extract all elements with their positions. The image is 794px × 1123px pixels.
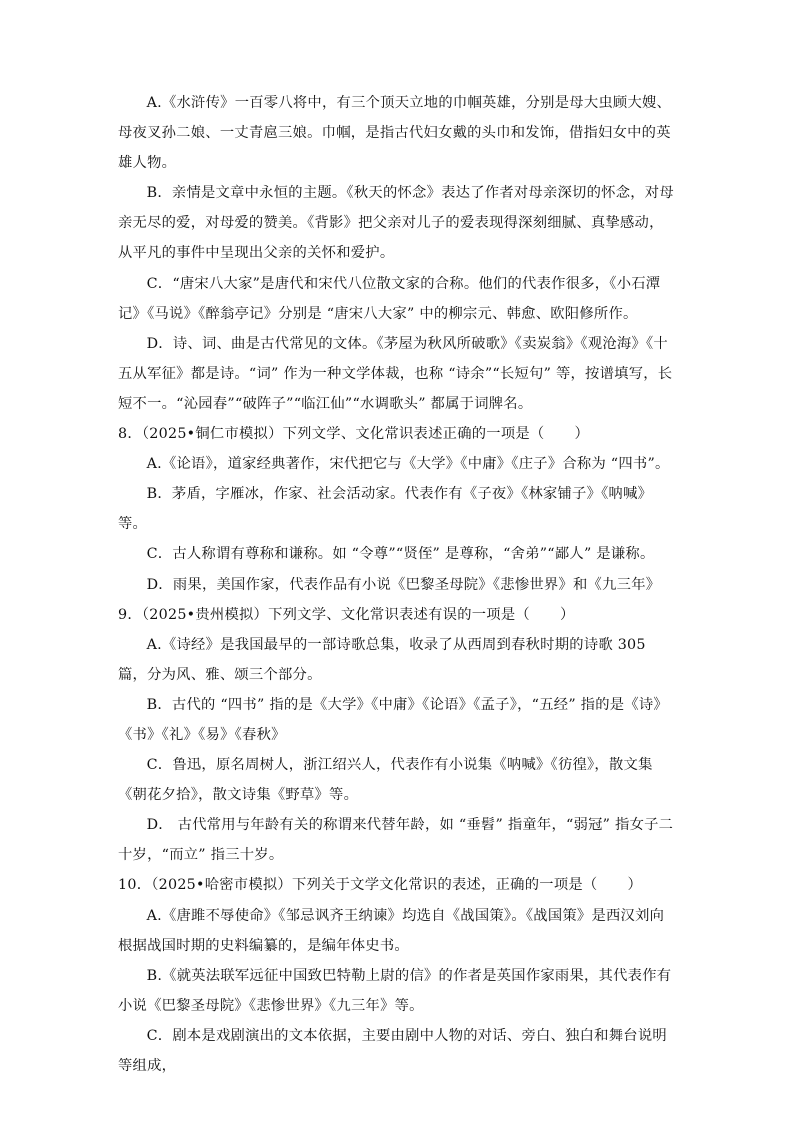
- option-8c: C．古人称谓有尊称和谦称。如 “令尊”“贤侄” 是尊称，“舍弟”“鄙人” 是谦称。: [146, 546, 655, 563]
- option-9c: C．鲁迅，原名周树人，浙江绍兴人，代表作有小说集《呐喊》《彷徨》，散文集《朝花夕拾》，散文诗集《野草》等。: [118, 757, 653, 804]
- option-8b: B．茅盾，字雁冰，作家、社会活动家。代表作有《子夜》《林家铺子》《呐喊》等。: [118, 486, 653, 533]
- option-10a: A.《唐雎不辱使命》《邹忌讽齐王纳谏》均选自《战国策》。《战国策》是西汉刘向根据战国时期的史料编纂的，是编年体史书。: [118, 907, 665, 954]
- option-7a: A.《水浒传》一百零八将中，有三个顶天立地的巾帼英雄，分别是母大虫顾大嫂、母夜叉孙二娘、一丈青扈三娘。巾帼，是指古代妇女戴的头巾和发饰，借指妇女中的英雄人物。: [118, 95, 672, 172]
- document-page: [118, 88, 678, 1081]
- option-7b: B．亲情是文章中永恒的主题。《秋天的怀念》表达了作者对母亲深切的怀念，对母亲无尽的爱，对母爱的赞美。《背影》把父亲对儿子的爱表现得深刻细腻、真挚感动，从平凡的事件中呈现出父亲的关怀和爱护。: [118, 185, 674, 262]
- question-8-text: 8．（2025•铜仁市模拟）下列文学、文化常识表述正确的一项是（: [118, 426, 545, 443]
- question-9-paren-close: ）: [559, 606, 575, 623]
- option-9a: A.《诗经》是我国最早的一部诗歌总集，收录了从西周到春秋时期的诗歌 305 篇，分为风、雅、颂三个部分。: [118, 636, 646, 683]
- option-9d: D． 古代常用与年龄有关的称谓来代替年龄，如 “垂髫” 指童年，“弱冠” 指女子二十岁，“而立” 指三十岁。: [118, 817, 674, 864]
- option-9b: B．古代的 “四书” 指的是《大学》《中庸》《论语》《孟子》，“五经” 指的是《诗》《书》《礼》《易》《春秋》: [118, 696, 668, 743]
- option-8a: A.《论语》，道家经典著作，宋代把它与《大学》《中庸》《庄子》合称为 “四书”。: [146, 456, 670, 473]
- option-7c: C．“唐宋八大家”是唐代和宋代八位散文家的合称。他们的代表作很多，《小石潭记》《马说》《醉翁亭记》分别是 “唐宋八大家” 中的柳宗元、韩愈、欧阳修所作。: [118, 275, 661, 322]
- question-10-stem: [118, 870, 678, 900]
- option-10b: B.《就英法联军远征中国致巴特勒上尉的信》的作者是英国作家雨果，其代表作有小说《巴黎圣母院》《悲惨世界》《九三年》等。: [118, 967, 672, 1014]
- question-10-paren-close: ）: [627, 877, 643, 894]
- question-8-stem: [118, 419, 678, 449]
- question-8-paren-close: ）: [574, 426, 590, 443]
- question-9-text: 9．（2025•贵州模拟）下列文学、文化常识表述有误的一项是（: [118, 606, 530, 623]
- option-10c: C．剧本是戏剧演出的文本依据，主要由剧中人物的对话、旁白、独白和舞台说明等组成，: [118, 1027, 667, 1074]
- question-10-text: 10．（2025•哈密市模拟）下列关于文学文化常识的表述，正确的一项是（: [118, 877, 598, 894]
- option-8d: D．雨果，美国作家，代表作品有小说《巴黎圣母院》《悲惨世界》和《九三年》: [146, 576, 661, 593]
- question-9-stem: [118, 600, 678, 630]
- option-7d: D．诗、词、曲是古代常见的文体。《茅屋为秋风所破歌》《卖炭翁》《观沧海》《十五从军征》都是诗。“词” 作为一种文学体裁，也称 “诗余”“长短句” 等，按谱填写，长短不一。“沁园春”“破阵子”“临江仙”“水调歌头” 都属于词牌名。: [118, 335, 673, 412]
